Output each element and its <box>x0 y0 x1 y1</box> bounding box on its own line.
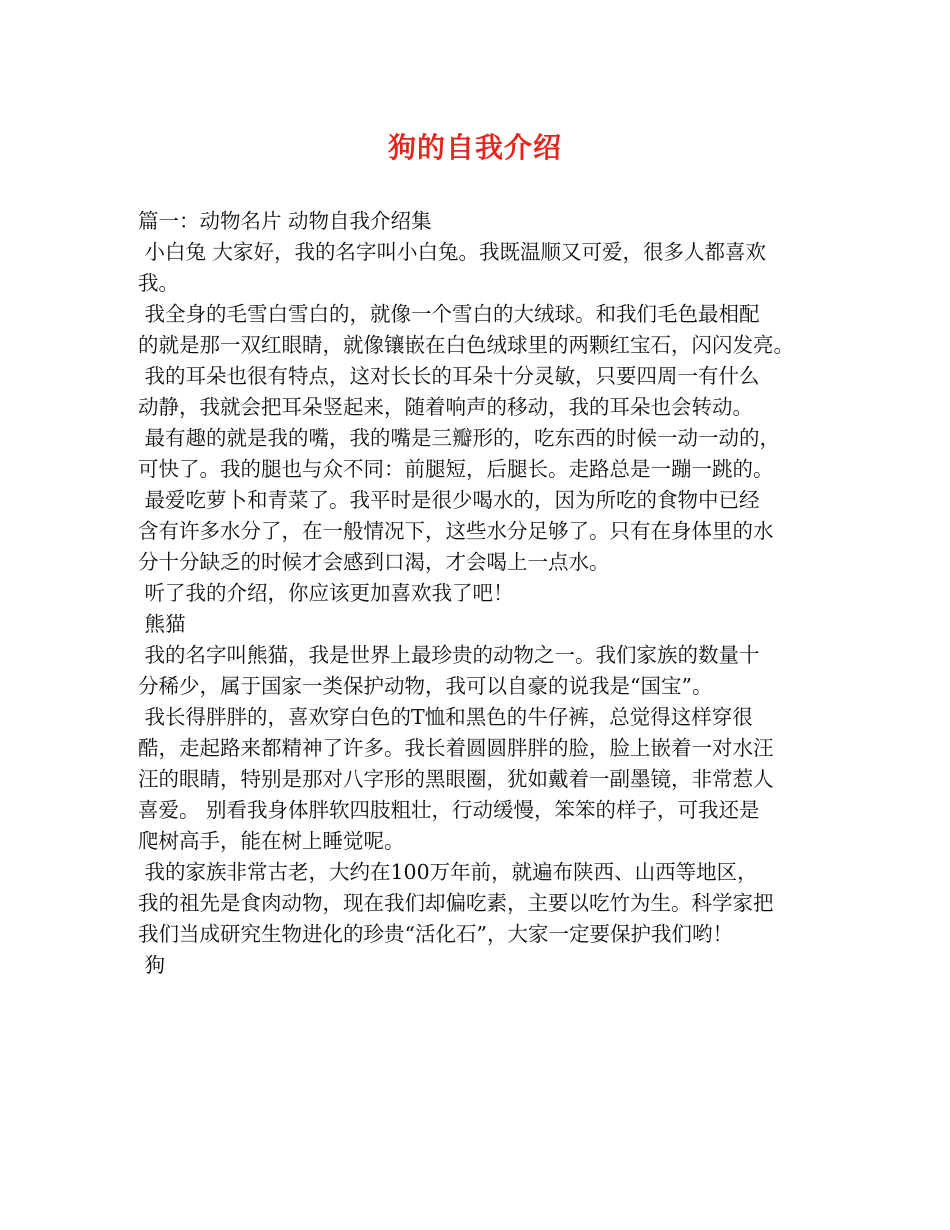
text-line: 小白兔 大家好，我的名字叫小白兔。我既温顺又可爱，很多人都喜欢 <box>138 240 767 264</box>
text-line: 最有趣的就是我的嘴，我的嘴是三瓣形的，吃东西的时候一动一动的， <box>138 426 781 450</box>
document-body <box>138 206 828 981</box>
text-line: 动静，我就会把耳朵竖起来，随着响声的移动，我的耳朵也会转动。 <box>138 395 753 419</box>
text-line: 我。 <box>138 271 179 295</box>
text-line: 汪的眼睛，特别是那对八字形的黑眼圈，犹如戴着一副墨镜，非常惹人 <box>138 767 774 791</box>
text-line: 我们当成研究生物进化的珍贵“活化石”，大家一定要保护我们哟！ <box>138 922 733 946</box>
text-line: 含有许多水分了，在一般情况下，这些水分足够了。只有在身体里的水 <box>138 519 774 543</box>
text-line: 酷，走起路来都精神了许多。我长着圆圆胖胖的脸，脸上嵌着一对水汪 <box>138 736 774 760</box>
text-line: 听了我的介绍，你应该更加喜欢我了吧！ <box>138 581 514 605</box>
text-line: 可快了。我的腿也与众不同：前腿短，后腿长。走路总是一蹦一跳的。 <box>138 457 774 481</box>
text-line: 爬树高手，能在树上睡觉呢。 <box>138 829 405 853</box>
text-line: 喜爱。 别看我身体胖软四肢粗壮，行动缓慢，笨笨的样子，可我还是 <box>138 798 760 822</box>
text-line: 狗 <box>138 953 166 977</box>
text-line: 我的家族非常古老，大约在100万年前，就遍布陕西、山西等地区， <box>138 860 758 884</box>
text-line: 篇一：动物名片 动物自我介绍集 <box>138 209 432 233</box>
text-line: 我的耳朵也很有特点，这对长长的耳朵十分灵敏，只要四周一有什么 <box>138 364 760 388</box>
text-line: 最爱吃萝卜和青菜了。我平时是很少喝水的，因为所吃的食物中已经 <box>138 488 760 512</box>
document-title: 狗的自我介绍 <box>387 131 562 164</box>
text-line: 我长得胖胖的，喜欢穿白色的T恤和黑色的牛仔裤，总觉得这样穿很 <box>138 705 753 729</box>
text-line: 我的祖先是食肉动物，现在我们却偏吃素，主要以吃竹为生。科学家把 <box>138 891 774 915</box>
text-line: 的就是那一双红眼睛，就像镶嵌在白色绒球里的两颗红宝石，闪闪发亮。 <box>138 333 794 357</box>
text-line: 分十分缺乏的时候才会感到口渴，才会喝上一点水。 <box>138 550 610 574</box>
text-line: 我的名字叫熊猫，我是世界上最珍贵的动物之一。我们家族的数量十 <box>138 643 760 667</box>
text-line: 我全身的毛雪白雪白的，就像一个雪白的大绒球。和我们毛色最相配 <box>138 302 760 326</box>
text-line: 熊猫 <box>138 612 186 636</box>
text-line: 分稀少，属于国家一类保护动物，我可以自豪的说我是“国宝”。 <box>138 674 713 698</box>
